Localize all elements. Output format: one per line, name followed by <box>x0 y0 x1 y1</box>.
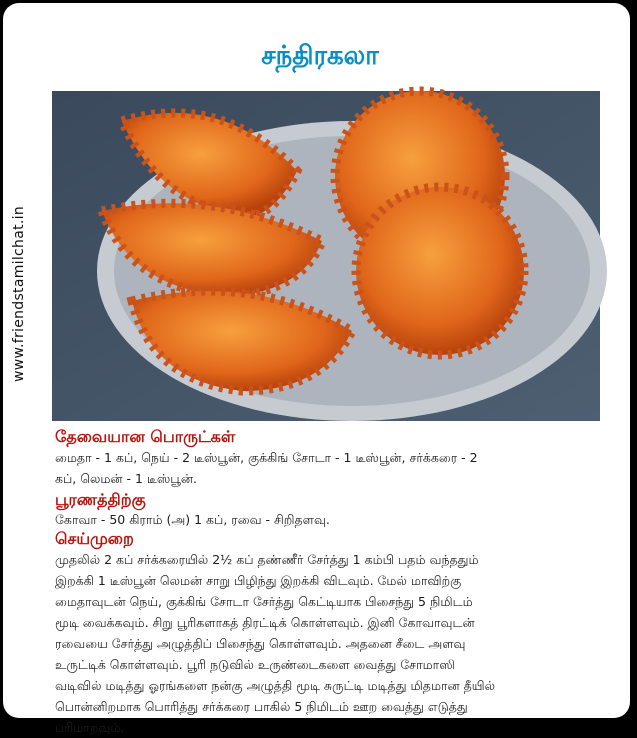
sweet-dumplings-plate-photo <box>52 91 600 421</box>
method-line: வடிவில் மடித்து ஓரங்களை நன்கு அழுத்தி மூடி சுருட்டி மடித்து மிதமான தீயில் <box>55 678 495 693</box>
method-line: மைதாவுடன் நெய், குக்கிங் சோடா சேர்த்து கெட்டியாக பிசைந்து 5 நிமிடம் <box>55 594 473 609</box>
recipe-title: சந்திரகலா <box>261 41 379 71</box>
recipe-card <box>3 3 630 735</box>
method-line: பொன்னிறமாக பொரித்து சர்க்கரை பாகில் 5 நிமிடம் ஊற வைத்து எடுத்து <box>55 699 468 714</box>
section-heading-filling: பூரணத்திற்கு <box>55 490 146 509</box>
section-heading-method: செய்முறை <box>55 529 134 548</box>
method-text <box>55 549 595 738</box>
ingredients-line: கப், லெமன் - 1 டீஸ்பூன். <box>55 471 197 486</box>
method-line: மூடி வைக்கவும். சிறு பூரிகளாகத் திரட்டிக் கொள்ளவும். இனி கோவாவுடன் <box>55 615 475 630</box>
method-line: பரிமாறவும். <box>55 720 125 735</box>
ingredients-line: மைதா - 1 கப், நெய் - 2 டீஸ்பூன், குக்கிங் சோடா - 1 டீஸ்பூன், சர்க்கரை - 2 <box>55 450 478 465</box>
ingredients-text <box>55 447 595 489</box>
filling-line: கோவா - 50 கிராம் (அ) 1 கப், ரவை - சிறிதளவு. <box>55 512 330 527</box>
method-line: ரவையை சேர்த்து அழுத்திப் பிசைந்து கொள்ளவும். அதனை சீடை அளவு <box>55 636 466 651</box>
site-watermark: www.friendstamilchat.in <box>11 206 27 382</box>
method-line: இறக்கி 1 டீஸ்பூன் லெமன் சாறு பிழிந்து இறக்கி விடவும். மேல் மாவிற்கு <box>55 573 462 588</box>
method-line: உருட்டிக் கொள்ளவும். பூரி நடுவில் உருண்டைகளை வைத்து சோமாஸி <box>55 657 455 672</box>
method-line: முதலில் 2 கப் சர்க்கரையில் 2½ கப் தண்ணீர் சேர்த்து 1 கம்பி பதம் வந்ததும் <box>55 552 479 567</box>
filling-text <box>55 509 595 530</box>
section-heading-ingredients: தேவையான பொருட்கள் <box>55 427 236 446</box>
